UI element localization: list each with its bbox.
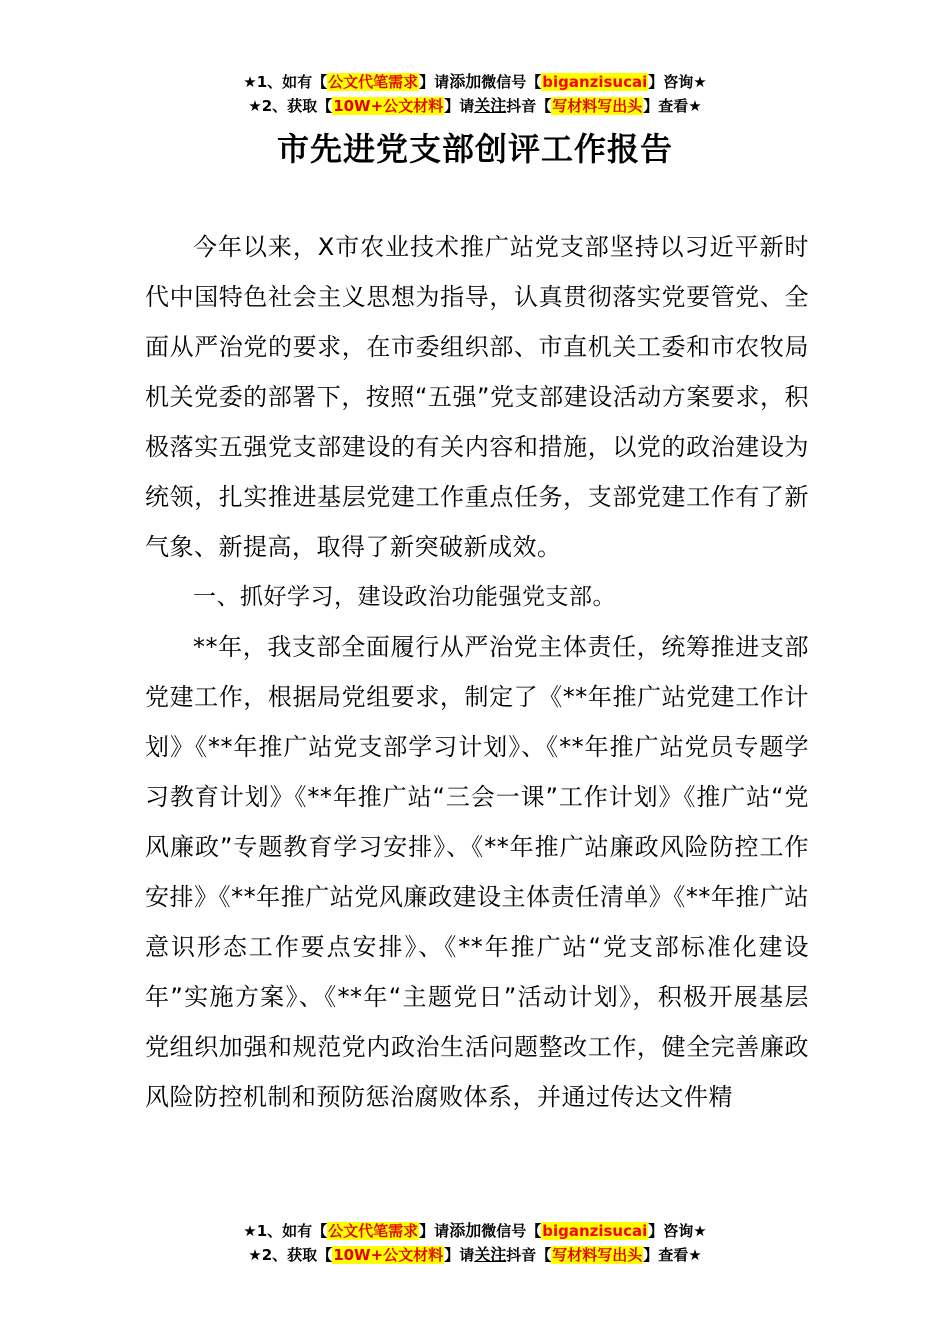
banner-highlight: 公文代笔需求 (328, 73, 419, 91)
banner-text: 】请 (419, 1222, 450, 1240)
banner-text: 微信号【 (481, 1222, 542, 1240)
banner-line-2 (0, 1243, 950, 1267)
banner-highlight: 公文代笔需求 (328, 1222, 419, 1240)
banner-line-1 (0, 1219, 950, 1243)
banner-text: 抖音【 (506, 97, 552, 115)
banner-text: ★1、如有【 (243, 1222, 328, 1240)
footer-banner (0, 1219, 950, 1267)
document-title: 市先进党支部创评工作报告 (276, 130, 673, 168)
section-heading: 一、抓好学习，建设政治功能强党支部。 (193, 584, 616, 610)
banner-emphasis: 关注 (474, 96, 507, 115)
banner-emphasis: 关注 (474, 1245, 507, 1264)
banner-highlight: 写材料写出头 (552, 97, 643, 115)
banner-text: 】请 (444, 1246, 475, 1264)
banner-highlight: biganzisucai (542, 73, 648, 91)
banner-text: 】请 (419, 73, 450, 91)
banner-text: 微信号【 (481, 73, 542, 91)
header-banner (0, 70, 950, 118)
banner-text: 】查看★ (643, 1246, 702, 1264)
document-body (145, 222, 809, 1122)
banner-text: 】咨询★ (648, 73, 707, 91)
banner-highlight: 写材料写出头 (552, 1246, 643, 1264)
banner-text: 】请 (444, 97, 475, 115)
banner-highlight: 10W+公文材料 (333, 1246, 444, 1264)
banner-text: 抖音【 (506, 1246, 552, 1264)
banner-text: 】查看★ (643, 97, 702, 115)
banner-highlight: biganzisucai (542, 1222, 648, 1240)
banner-line-2 (0, 94, 950, 118)
banner-emphasis: 添加 (449, 1221, 482, 1240)
banner-text: ★2、获取【 (248, 1246, 333, 1264)
banner-text: 】咨询★ (648, 1222, 707, 1240)
paragraph: **年，我支部全面履行从严治党主体责任，统筹推进支部党建工作，根据局党组要求，制定了《**年推广站党建工作计划》《**年推广站党支部学习计划》、《**年推广站党员专题学习教育计划》《**年推广站“三会一课”工作计划》《推广站“党风廉政”专题教育学习安排》、《**年推广站廉政风险防控工作安排》《**年推广站党风廉政建设主体责任清单》《**年推广站意识形态工作要点安排》、《**年推广站“党支部标准化建设年”实施方案》、《**年“主题党日”活动计划》，积极开展基层党组织加强和规范党内政治生活问题整改工作，健全完善廉政风险防控机制和预防惩治腐败体系，并通过传达文件精 (145, 633, 809, 1111)
banner-text: ★2、获取【 (248, 97, 333, 115)
banner-line-1 (0, 70, 950, 94)
paragraph: 今年以来，X市农业技术推广站党支部坚持以习近平新时代中国特色社会主义思想为指导，认真贯彻落实党要管党、全面从严治党的要求，在市委组织部、市直机关工委和市农牧局机关党委的部署下，按照“五强”党支部建设活动方案要求，积极落实五强党支部建设的有关内容和措施，以党的政治建设为统领，扎实推进基层党建工作重点任务，支部党建工作有了新气象、新提高，取得了新突破新成效。 (145, 233, 809, 561)
banner-emphasis: 添加 (449, 72, 482, 91)
banner-highlight: 10W+公文材料 (333, 97, 444, 115)
banner-text: ★1、如有【 (243, 73, 328, 91)
